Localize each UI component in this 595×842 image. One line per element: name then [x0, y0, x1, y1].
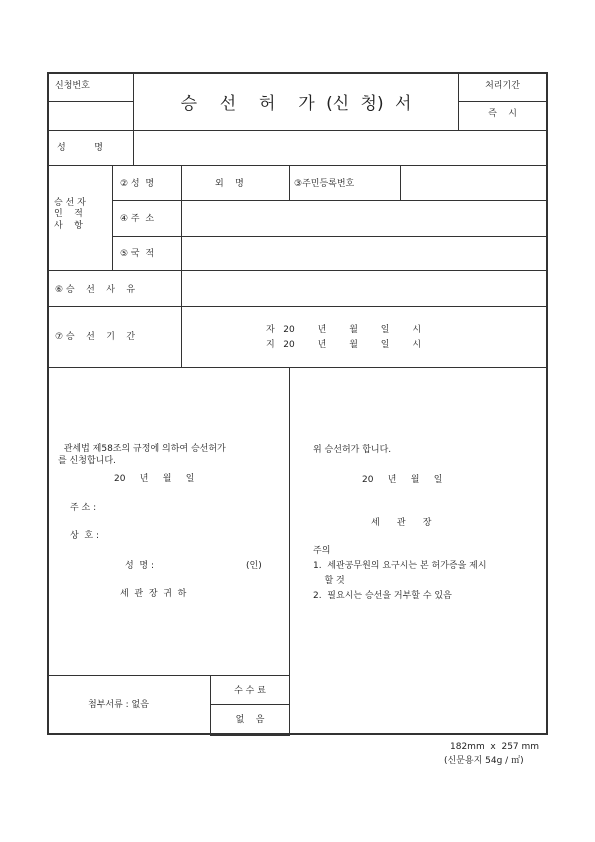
boarding-reason-label: ⑥ 승 선 사 유	[55, 285, 136, 295]
notice-item-2: 2. 필요시는 승선을 거부할 수 있음	[313, 591, 452, 601]
resident-number-field[interactable]	[402, 167, 544, 198]
address-field[interactable]	[183, 202, 544, 234]
foreigner-name-label: 외 명	[215, 179, 244, 189]
seal-mark: (인)	[246, 561, 262, 571]
nationality-field[interactable]	[183, 238, 544, 269]
period-from-line: 자 20 년 월 일 시	[266, 325, 422, 335]
request-statement: 관세법 제58조의 규정에 의하여 승선허가 를 신청합니다.	[58, 444, 226, 467]
request-address-label: 주 소 :	[70, 503, 97, 513]
boarder-section-label: 승 선 자 인 적 사 항	[54, 198, 86, 231]
boarding-reason-field[interactable]	[183, 272, 544, 304]
application-number-field[interactable]	[50, 104, 130, 126]
notice-title: 주의	[313, 546, 331, 556]
address-label: ④ 주 소	[120, 214, 155, 224]
request-company-label: 상 호 :	[70, 531, 100, 541]
approval-statement: 위 승선허가 합니다.	[313, 445, 392, 455]
applicant-name-field[interactable]	[135, 132, 544, 163]
addressee: 세 관 장 귀 하	[120, 589, 187, 599]
boarding-period-label: ⑦ 승 선 기 간	[55, 332, 136, 342]
processing-period-label: 처리기간	[485, 81, 520, 91]
notice-item-1-cont: 할 것	[313, 576, 345, 586]
fee-label: 수 수 료	[234, 686, 266, 696]
processing-period-value: 즉 시	[488, 109, 517, 119]
request-name-label: 성 명 :	[125, 561, 155, 571]
paper-size: 182mm x 257 mm	[450, 742, 540, 752]
application-number-label: 신청번호	[55, 81, 90, 91]
notice-item-1: 1. 세관공무원의 요구시는 본 허가증을 제시	[313, 561, 487, 571]
boarder-name-label: ② 성 명	[120, 179, 155, 189]
nationality-label: ⑤ 국 적	[120, 249, 155, 259]
approval-date: 20 년 월 일	[362, 475, 443, 485]
fee-value: 없 음	[235, 715, 265, 725]
attachments-label: 첨부서류 : 없음	[88, 700, 149, 710]
approval-authority: 세 관 장	[371, 518, 432, 528]
resident-number-label: ③주민등록번호	[294, 179, 355, 189]
paper-stock: (신문용지 54g / ㎡)	[444, 756, 524, 766]
page-title: 승 선 허 가 (신 청) 서	[180, 94, 412, 114]
period-to-line: 지 20 년 월 일 시	[266, 340, 422, 350]
request-date: 20 년 월 일	[114, 474, 195, 484]
applicant-name-label: 성 명	[57, 143, 103, 153]
